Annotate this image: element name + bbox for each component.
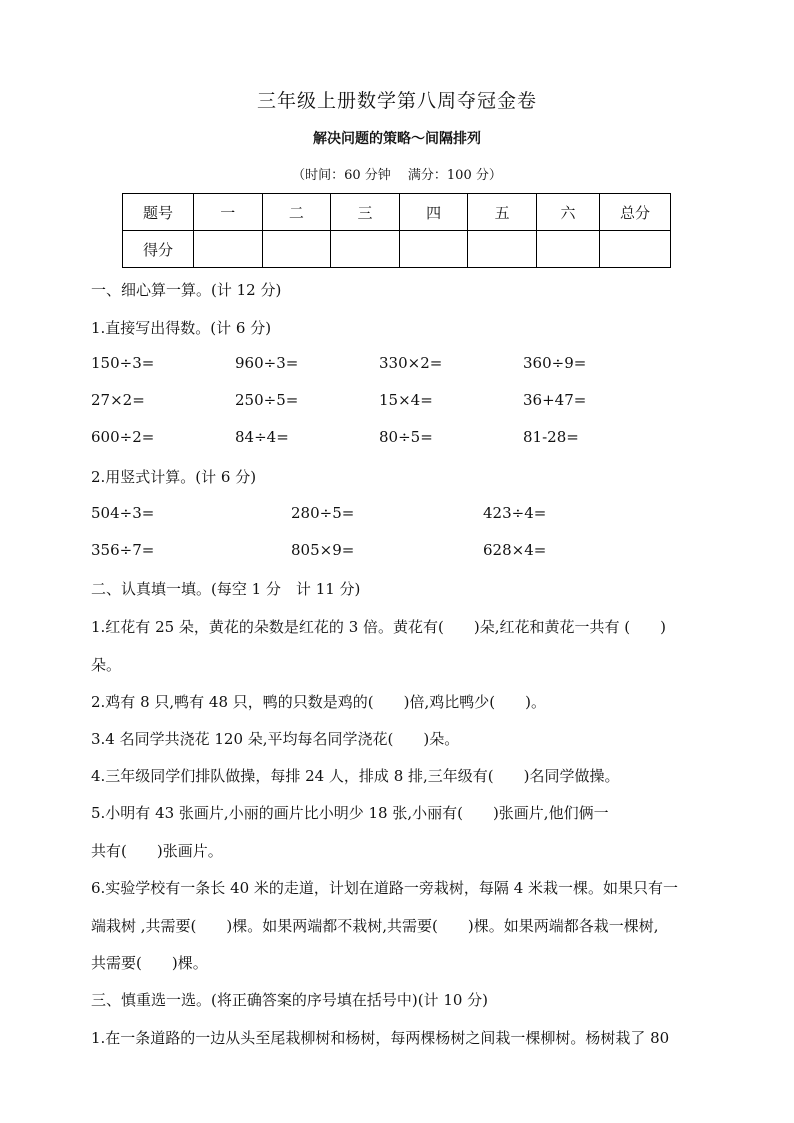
calc-item: 27×2= [91,391,145,409]
score-table-score-row [123,231,671,268]
calc-item: 360÷9= [523,354,587,372]
score-header-cell: 题号 [123,194,194,231]
question-line: 朵。 [91,656,122,674]
score-cell[interactable] [468,231,537,268]
vertical-calc-item: 805×9= [291,541,355,559]
calc-item: 80÷5= [379,428,433,446]
calc-item: 84÷4= [235,428,289,446]
page-subtitle: 解决问题的策略～间隔排列 [313,131,481,147]
section3-title: 三、慎重选一选。(将正确答案的序号填在括号中)(计 10 分) [91,991,489,1009]
score-cell[interactable] [194,231,263,268]
calc-item: 81-28= [523,428,579,446]
calc-item: 330×2= [379,354,443,372]
score-cell[interactable] [537,231,600,268]
score-header-cell: 五 [468,194,537,231]
vertical-calc-item: 628×4= [483,541,547,559]
question-line: 5.小明有 43 张画片,小丽的画片比小明少 18 张,小丽有( )张画片,他们俩一 [91,804,609,822]
score-table-header-row [123,194,671,231]
vertical-calc-item: 423÷4= [483,504,547,522]
question-line: 共有( )张画片。 [91,842,223,860]
score-header-cell: 六 [537,194,600,231]
question-line: 2.鸡有 8 只,鸭有 48 只，鸭的只数是鸡的( )倍,鸡比鸭少( )。 [91,693,546,711]
score-cell[interactable] [331,231,400,268]
score-header-cell: 二 [262,194,331,231]
calc-item: 150÷3= [91,354,155,372]
question-line: 6.实验学校有一条长 40 米的走道，计划在道路一旁栽树，每隔 4 米栽一棵。如果只有一 [91,879,679,897]
score-header-cell: 总分 [600,194,671,231]
calc-item: 960÷3= [235,354,299,372]
question-line: 1.在一条道路的一边从头至尾栽柳树和杨树，每两棵杨树之间栽一棵柳树。杨树栽了 80 [91,1029,670,1047]
question-line: 端栽树 ,共需要( )棵。如果两端都不栽树,共需要( )棵。如果两端都各栽一棵树, [91,917,659,935]
score-cell[interactable] [600,231,671,268]
question-line: 4.三年级同学们排队做操，每排 24 人，排成 8 排,三年级有( )名同学做操。 [91,767,620,785]
question-line: 1.红花有 25 朵，黄花的朵数是红花的 3 倍。黄花有( )朵,红花和黄花一共有 ( ) [91,618,666,636]
score-header-cell: 一 [194,194,263,231]
question-line: 3.4 名同学共浇花 120 朵,平均每名同学浇花( )朵。 [91,730,460,748]
section1-title: 一、细心算一算。(计 12 分) [91,281,282,299]
calc-item: 600÷2= [91,428,155,446]
time-info: （时间：60 分钟 满分：100 分） [292,168,502,183]
section1-q1-title: 1.直接写出得数。(计 6 分) [91,319,272,337]
score-header-cell: 三 [331,194,400,231]
section1-q2-title: 2.用竖式计算。(计 6 分) [91,468,257,486]
score-row-label: 得分 [123,231,194,268]
calc-item: 15×4= [379,391,433,409]
vertical-calc-item: 356÷7= [91,541,155,559]
vertical-calc-item: 504÷3= [91,504,155,522]
score-cell[interactable] [262,231,331,268]
question-line: 共需要( )棵。 [91,954,208,972]
calc-item: 36+47= [523,391,587,409]
score-cell[interactable] [399,231,468,268]
vertical-calc-item: 280÷5= [291,504,355,522]
calc-item: 250÷5= [235,391,299,409]
score-header-cell: 四 [399,194,468,231]
score-table [122,193,671,268]
section2-title: 二、认真填一填。(每空 1 分 计 11 分) [91,580,361,598]
page-title: 三年级上册数学第八周夺冠金卷 [256,90,537,112]
